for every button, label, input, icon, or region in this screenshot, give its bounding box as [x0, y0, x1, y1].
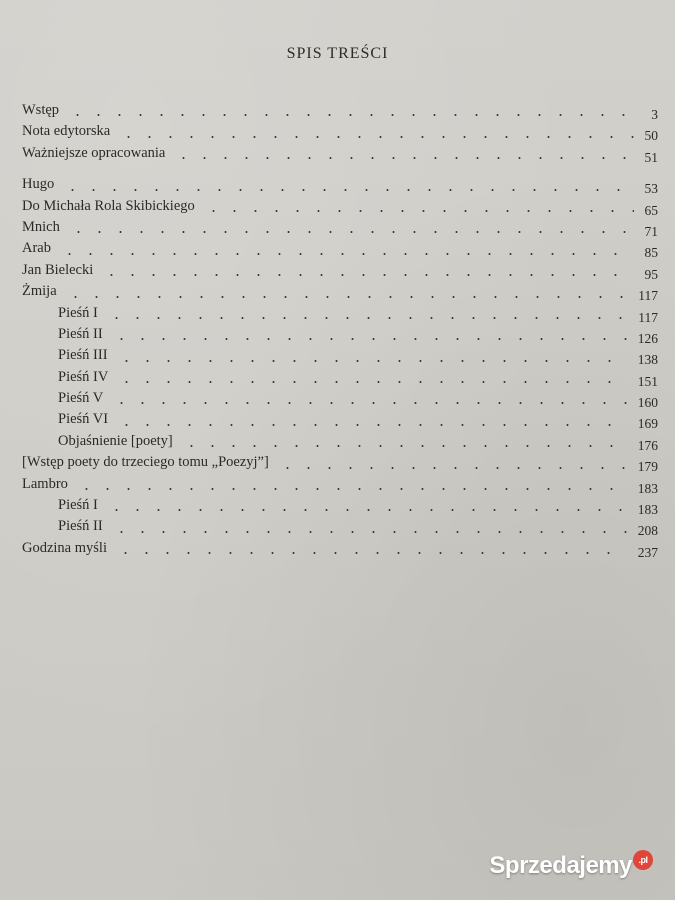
dot-leader [62, 189, 634, 191]
toc-entry-title: Lambro [22, 475, 68, 492]
toc-entry [22, 196, 658, 217]
toc-page-number: 208 [637, 523, 658, 539]
toc-entry-title: Pieśń IV [58, 368, 109, 385]
toc-page-number: 53 [644, 181, 658, 197]
dot-leader [181, 445, 628, 447]
toc-entry-title: Wstęp [22, 101, 60, 118]
toc-page-number: 117 [638, 288, 658, 304]
toc-entry-title: Pieśń VI [58, 411, 109, 428]
toc-entry-title: [Wstęp poety do trzeciego tomu „Poezyj”] [22, 454, 269, 471]
toc-entry [22, 281, 658, 302]
toc-entry-title: Pieśń II [58, 518, 103, 535]
toc-page-number: 160 [637, 395, 658, 411]
toc-entry [22, 100, 658, 121]
toc-section-gap [22, 164, 658, 174]
toc-entry [22, 143, 658, 164]
dot-leader [106, 317, 628, 319]
toc-page-number: 169 [637, 416, 658, 432]
toc-page-number: 71 [644, 223, 658, 239]
dot-leader [111, 338, 628, 340]
dot-leader [116, 381, 628, 383]
watermark-text: Sprzedajemy [489, 852, 632, 879]
sprzedajemy-watermark [489, 852, 653, 880]
dot-leader [277, 467, 628, 469]
toc-entry-title: Żmija [22, 283, 57, 300]
toc-entry-title: Nota edytorska [22, 123, 111, 140]
dot-leader [111, 531, 628, 533]
dot-leader [59, 253, 634, 255]
toc-page-number: 65 [644, 202, 658, 218]
toc-entry-title: Objaśnienie [poety] [58, 432, 173, 449]
toc-entry-title: Pieśń V [58, 390, 104, 407]
toc-page-number: 3 [651, 106, 658, 122]
dot-leader [68, 231, 634, 233]
watermark-badge: .pl [633, 850, 653, 870]
dot-leader [173, 157, 634, 159]
toc-entry [22, 121, 658, 142]
toc-entry-title: Pieśń II [58, 325, 103, 342]
toc-page-number: 237 [637, 544, 658, 560]
toc-entry [22, 217, 658, 238]
dot-leader [116, 424, 628, 426]
toc-entry [22, 303, 658, 324]
toc-page-number: 50 [644, 128, 658, 144]
toc-entry [22, 474, 658, 495]
dot-leader [76, 488, 628, 490]
toc-entry [22, 452, 658, 473]
toc-entry [22, 431, 658, 452]
toc-entry [22, 538, 658, 559]
toc-entry-title: Pieśń III [58, 347, 108, 364]
dot-leader [101, 274, 634, 276]
toc-entry [22, 238, 658, 259]
dot-leader [118, 136, 634, 138]
toc-entry-title: Do Michała Rola Skibickiego [22, 197, 195, 214]
dot-leader [106, 509, 628, 511]
toc-page-number: 117 [638, 309, 658, 325]
toc-entry-title: Hugo [22, 176, 55, 193]
toc-entry-title: Godzina myśli [22, 539, 107, 556]
toc-entry [22, 260, 658, 281]
toc-entry-title: Ważniejsze opracowania [22, 144, 166, 161]
dot-leader [116, 360, 628, 362]
toc-page-number: 51 [644, 149, 658, 165]
dot-leader [115, 552, 628, 554]
toc-entry-title: Arab [22, 240, 51, 257]
toc-page-number: 176 [637, 437, 658, 453]
toc-entry [22, 324, 658, 345]
toc-entry [22, 495, 658, 516]
toc-page-number: 183 [637, 480, 658, 496]
toc-entry [22, 174, 658, 195]
table-of-contents [22, 100, 658, 559]
toc-page-number: 183 [637, 502, 658, 518]
toc-entry [22, 409, 658, 430]
dot-leader [65, 296, 628, 298]
toc-page-number: 85 [644, 245, 658, 261]
toc-entry-title: Mnich [22, 218, 60, 235]
toc-page-number: 151 [637, 373, 658, 389]
toc-entry [22, 345, 658, 366]
toc-page-number: 95 [644, 266, 658, 282]
toc-entry-title: Pieśń I [58, 497, 98, 514]
toc-entry [22, 516, 658, 537]
toc-entry-title: Pieśń I [58, 304, 98, 321]
toc-page-number: 126 [637, 330, 658, 346]
toc-entry [22, 388, 658, 409]
page-title: SPIS TREŚCI [286, 45, 389, 62]
dot-leader [203, 210, 634, 212]
toc-entry [22, 367, 658, 388]
toc-entry-title: Jan Bielecki [22, 261, 94, 278]
toc-page-number: 179 [637, 459, 658, 475]
dot-leader [67, 114, 641, 116]
dot-leader [111, 402, 628, 404]
toc-page-number: 138 [637, 352, 658, 368]
